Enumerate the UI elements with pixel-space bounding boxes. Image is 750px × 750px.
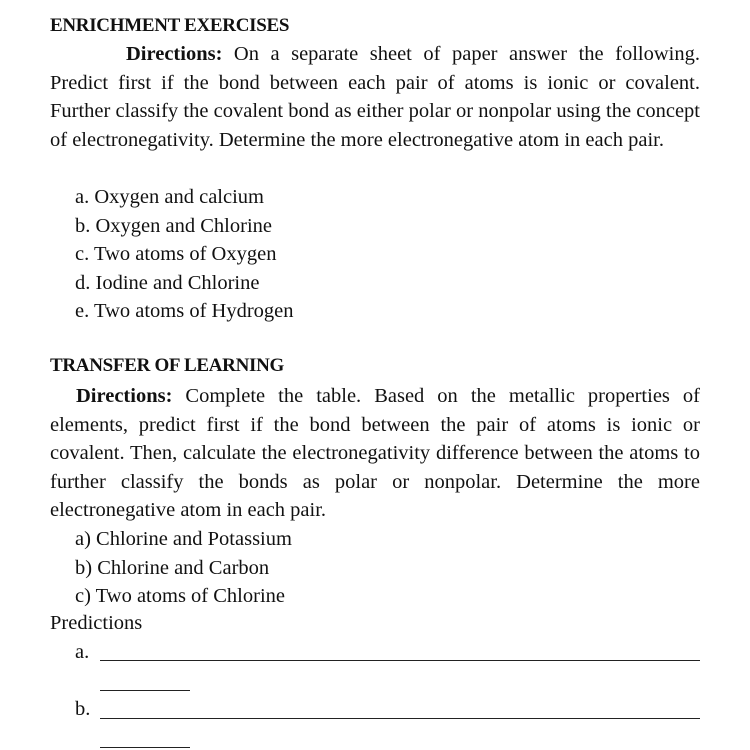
prediction-answer-line-b[interactable] xyxy=(100,718,700,719)
enrichment-heading: ENRICHMENT EXERCISES xyxy=(50,15,290,36)
enrichment-item: a. Oxygen and calcium xyxy=(75,186,264,208)
transfer-directions-text: Complete the table. Based on the metallic properties of elements, predict first if the bond between the pair of atoms is ionic or covalent. Then, calculate the electronegativity difference between the atoms to further classify the bonds as polar or nonpolar. Determine the more electronegative atom in each pair. xyxy=(50,385,700,521)
transfer-directions-label: Directions: xyxy=(76,385,173,407)
enrichment-item: d. Iodine and Chlorine xyxy=(75,271,260,294)
enrichment-item: b. Oxygen and Chlorine xyxy=(75,214,272,237)
transfer-item: c) Two atoms of Chlorine xyxy=(75,585,285,607)
transfer-directions xyxy=(50,382,700,525)
enrichment-directions-text: On a separate sheet of paper answer the following. Predict first if the bond between each pair of atoms is ionic or covalent. Further classify the covalent bond as either polar or nonpolar using the concept of electronegativity. Determine the more electronegative atom in each pair. xyxy=(50,43,700,151)
enrichment-item: c. Two atoms of Oxygen xyxy=(75,243,277,265)
transfer-item-list xyxy=(75,525,292,611)
enrichment-directions-label: Directions: xyxy=(126,43,223,65)
predictions-label: Predictions xyxy=(50,612,143,634)
transfer-heading: TRANSFER OF LEARNING xyxy=(50,355,284,376)
enrichment-directions xyxy=(50,40,700,154)
enrichment-item: e. Two atoms of Hydrogen xyxy=(75,300,294,322)
transfer-item: a) Chlorine and Potassium xyxy=(75,528,292,550)
enrichment-item-list xyxy=(75,183,294,326)
prediction-letter-a: a. xyxy=(75,641,90,663)
prediction-answer-line-a[interactable] xyxy=(100,660,700,661)
prediction-answer-line-b-continued[interactable] xyxy=(100,747,190,748)
transfer-item: b) Chlorine and Carbon xyxy=(75,556,270,579)
prediction-letter-b: b. xyxy=(75,698,91,720)
prediction-answer-line-a-continued[interactable] xyxy=(100,690,190,691)
